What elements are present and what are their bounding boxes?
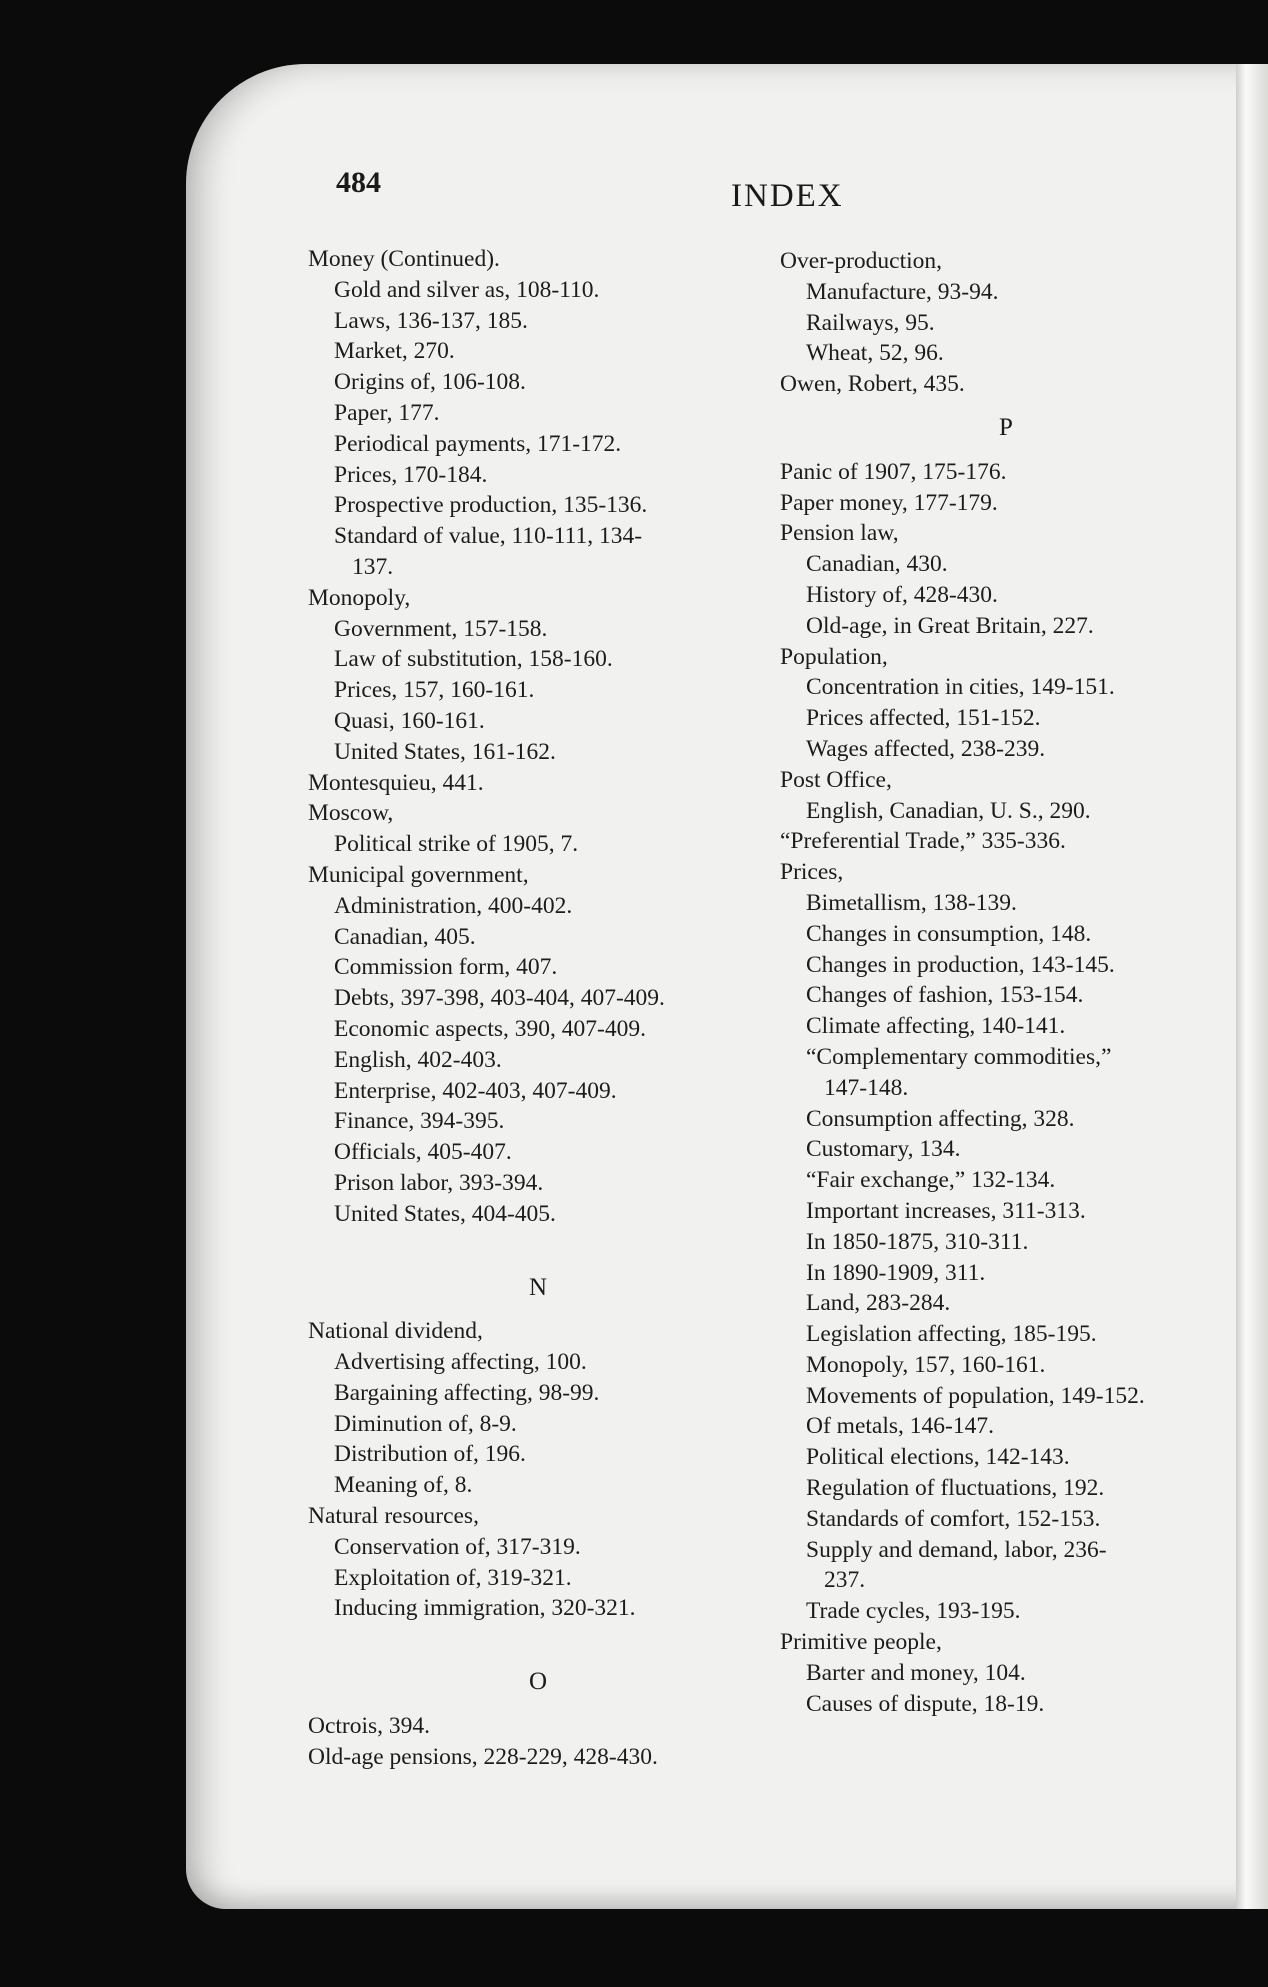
index-entry: Post Office, [780,766,892,793]
index-subentry: Inducing immigration, 320-321. [334,1595,636,1622]
index-subentry: Railways, 95. [806,309,935,336]
index-entry: Over-production, [780,248,943,274]
index-subentry: Diminution of, 8-9. [334,1410,517,1437]
index-subentry: Old-age, in Great Britain, 227. [806,612,1094,639]
index-entry: Panic of 1907, 175-176. [780,458,1007,485]
index-subentry: Advertising affecting, 100. [334,1349,587,1376]
index-subentry: Prospective production, 135-136. [334,492,648,519]
section-letter: P [999,413,1013,441]
index-subentry: Periodical payments, 171-172. [334,430,622,457]
index-subentry: Commission form, 407. [334,954,558,981]
index-subentry: Standard of value, 110-111, 134- [334,523,643,550]
index-entry: Pension law, [780,520,899,547]
index-subentry: Prices, 157, 160-161. [334,677,535,704]
index-entry: National dividend, [308,1318,483,1345]
index-subentry: Climate affecting, 140-141. [806,1013,1066,1040]
index-subentry: Regulation of fluctuations, 192. [806,1475,1105,1502]
index-subentry: Paper, 177. [334,399,440,426]
index-subentry: Customary, 134. [806,1136,961,1163]
index-subentry: English, 402-403. [334,1046,502,1073]
index-subentry: Prices affected, 151-152. [806,705,1041,732]
index-entry: Prices, [780,859,844,886]
index-subentry: English, Canadian, U. S., 290. [806,797,1091,824]
index-subentry: 147-148. [824,1074,909,1101]
index-subentry: Finance, 394-395. [334,1108,505,1135]
index-subentry: Political strike of 1905, 7. [334,831,579,858]
index-subentry: Wheat, 52, 96. [806,340,944,367]
index-subentry: Bimetallism, 138-139. [806,889,1017,916]
index-subentry: Monopoly, 157, 160-161. [806,1351,1046,1378]
index-subentry: Canadian, 430. [806,551,948,578]
index-entry: Population, [780,643,888,670]
index-subentry: Laws, 136-137, 185. [334,307,528,334]
index-subentry: Important increases, 311-313. [806,1197,1086,1224]
index-subentry: United States, 404-405. [334,1200,556,1227]
index-subentry: Debts, 397-398, 403-404, 407-409. [334,985,665,1012]
index-subentry: Market, 270. [334,338,455,365]
index-entry: Monopoly, [308,584,411,611]
index-entry: Primitive people, [780,1629,942,1656]
index-subentry: “Fair exchange,” 132-134. [806,1167,1056,1194]
index-entry: Old-age pensions, 228-229, 428-430. [308,1743,658,1770]
index-subentry: In 1890-1909, 311. [806,1259,986,1286]
index-entry: Montesquieu, 441. [308,769,484,796]
index-subentry: Gold and silver as, 108-110. [334,276,600,303]
index-subentry: Of metals, 146-147. [806,1413,994,1440]
index-column-left [308,244,768,1773]
index-subentry: Distribution of, 196. [334,1441,526,1468]
index-subentry: Administration, 400-402. [334,892,573,919]
index-subentry: Wages affected, 238-239. [806,735,1046,762]
index-entry: Natural resources, [308,1503,479,1530]
index-subentry: Law of substitution, 158-160. [334,646,613,673]
index-subentry: Changes of fashion, 153-154. [806,982,1084,1009]
index-subentry: Officials, 405-407. [334,1139,512,1166]
index-subentry: Causes of dispute, 18-19. [806,1690,1045,1717]
index-subentry: Supply and demand, labor, 236- [806,1536,1107,1563]
index-entry: Money (Continued). [308,246,500,272]
index-subentry: Political elections, 142-143. [806,1444,1070,1471]
page-edge [1236,64,1268,1909]
index-subentry: History of, 428-430. [806,581,998,608]
index-subentry: Economic aspects, 390, 407-409. [334,1015,646,1042]
index-entry: Paper money, 177-179. [780,489,998,516]
index-subentry: Legislation affecting, 185-195. [806,1321,1097,1348]
index-subentry: United States, 161-162. [334,738,556,765]
index-entry: Municipal government, [308,861,529,888]
index-subentry: Changes in consumption, 148. [806,920,1092,947]
index-entry: Octrois, 394. [308,1713,431,1740]
section-gap [308,1624,768,1654]
page-number: 484 [336,166,381,199]
index-subentry: Barter and money, 104. [806,1659,1026,1686]
index-subentry: Quasi, 160-161. [334,707,485,734]
index-subentry: Enterprise, 402-403, 407-409. [334,1077,617,1104]
index-subentry: Prices, 170-184. [334,461,488,488]
index-entry: Moscow, [308,800,394,827]
index-subentry: In 1850-1875, 310-311. [806,1228,1029,1255]
index-subentry: Government, 157-158. [334,615,548,642]
index-subentry: “Complementary commodities,” [806,1043,1112,1070]
index-subentry: Land, 283-284. [806,1290,951,1317]
index-subentry: 137. [352,553,394,580]
index-subentry: Canadian, 405. [334,923,476,950]
index-subentry: Meaning of, 8. [334,1472,473,1499]
index-subentry: Manufacture, 93-94. [806,278,999,305]
page-title: INDEX [731,178,844,214]
section-letter: O [528,1668,548,1696]
index-subentry: Trade cycles, 193-195. [806,1598,1021,1625]
index-subentry: Bargaining affecting, 98-99. [334,1379,600,1406]
index-entry: Owen, Robert, 435. [780,371,965,398]
index-subentry: Standards of comfort, 152-153. [806,1505,1101,1532]
section-letter: N [528,1273,548,1301]
index-subentry: Conservation of, 317-319. [334,1533,581,1560]
index-subentry: Prison labor, 393-394. [334,1169,544,1196]
index-subentry: Changes in production, 143-145. [806,951,1115,978]
index-entry: “Preferential Trade,” 335-336. [780,828,1066,855]
section-gap [308,1230,768,1260]
index-subentry: Consumption affecting, 328. [806,1105,1075,1132]
index-subentry: Exploitation of, 319-321. [334,1564,572,1591]
index-subentry: Origins of, 106-108. [334,369,526,396]
index-subentry: 237. [824,1567,866,1594]
index-column-right [780,246,1232,1719]
index-subentry: Movements of population, 149-152. [806,1382,1145,1409]
index-subentry: Concentration in cities, 149-151. [806,674,1115,701]
